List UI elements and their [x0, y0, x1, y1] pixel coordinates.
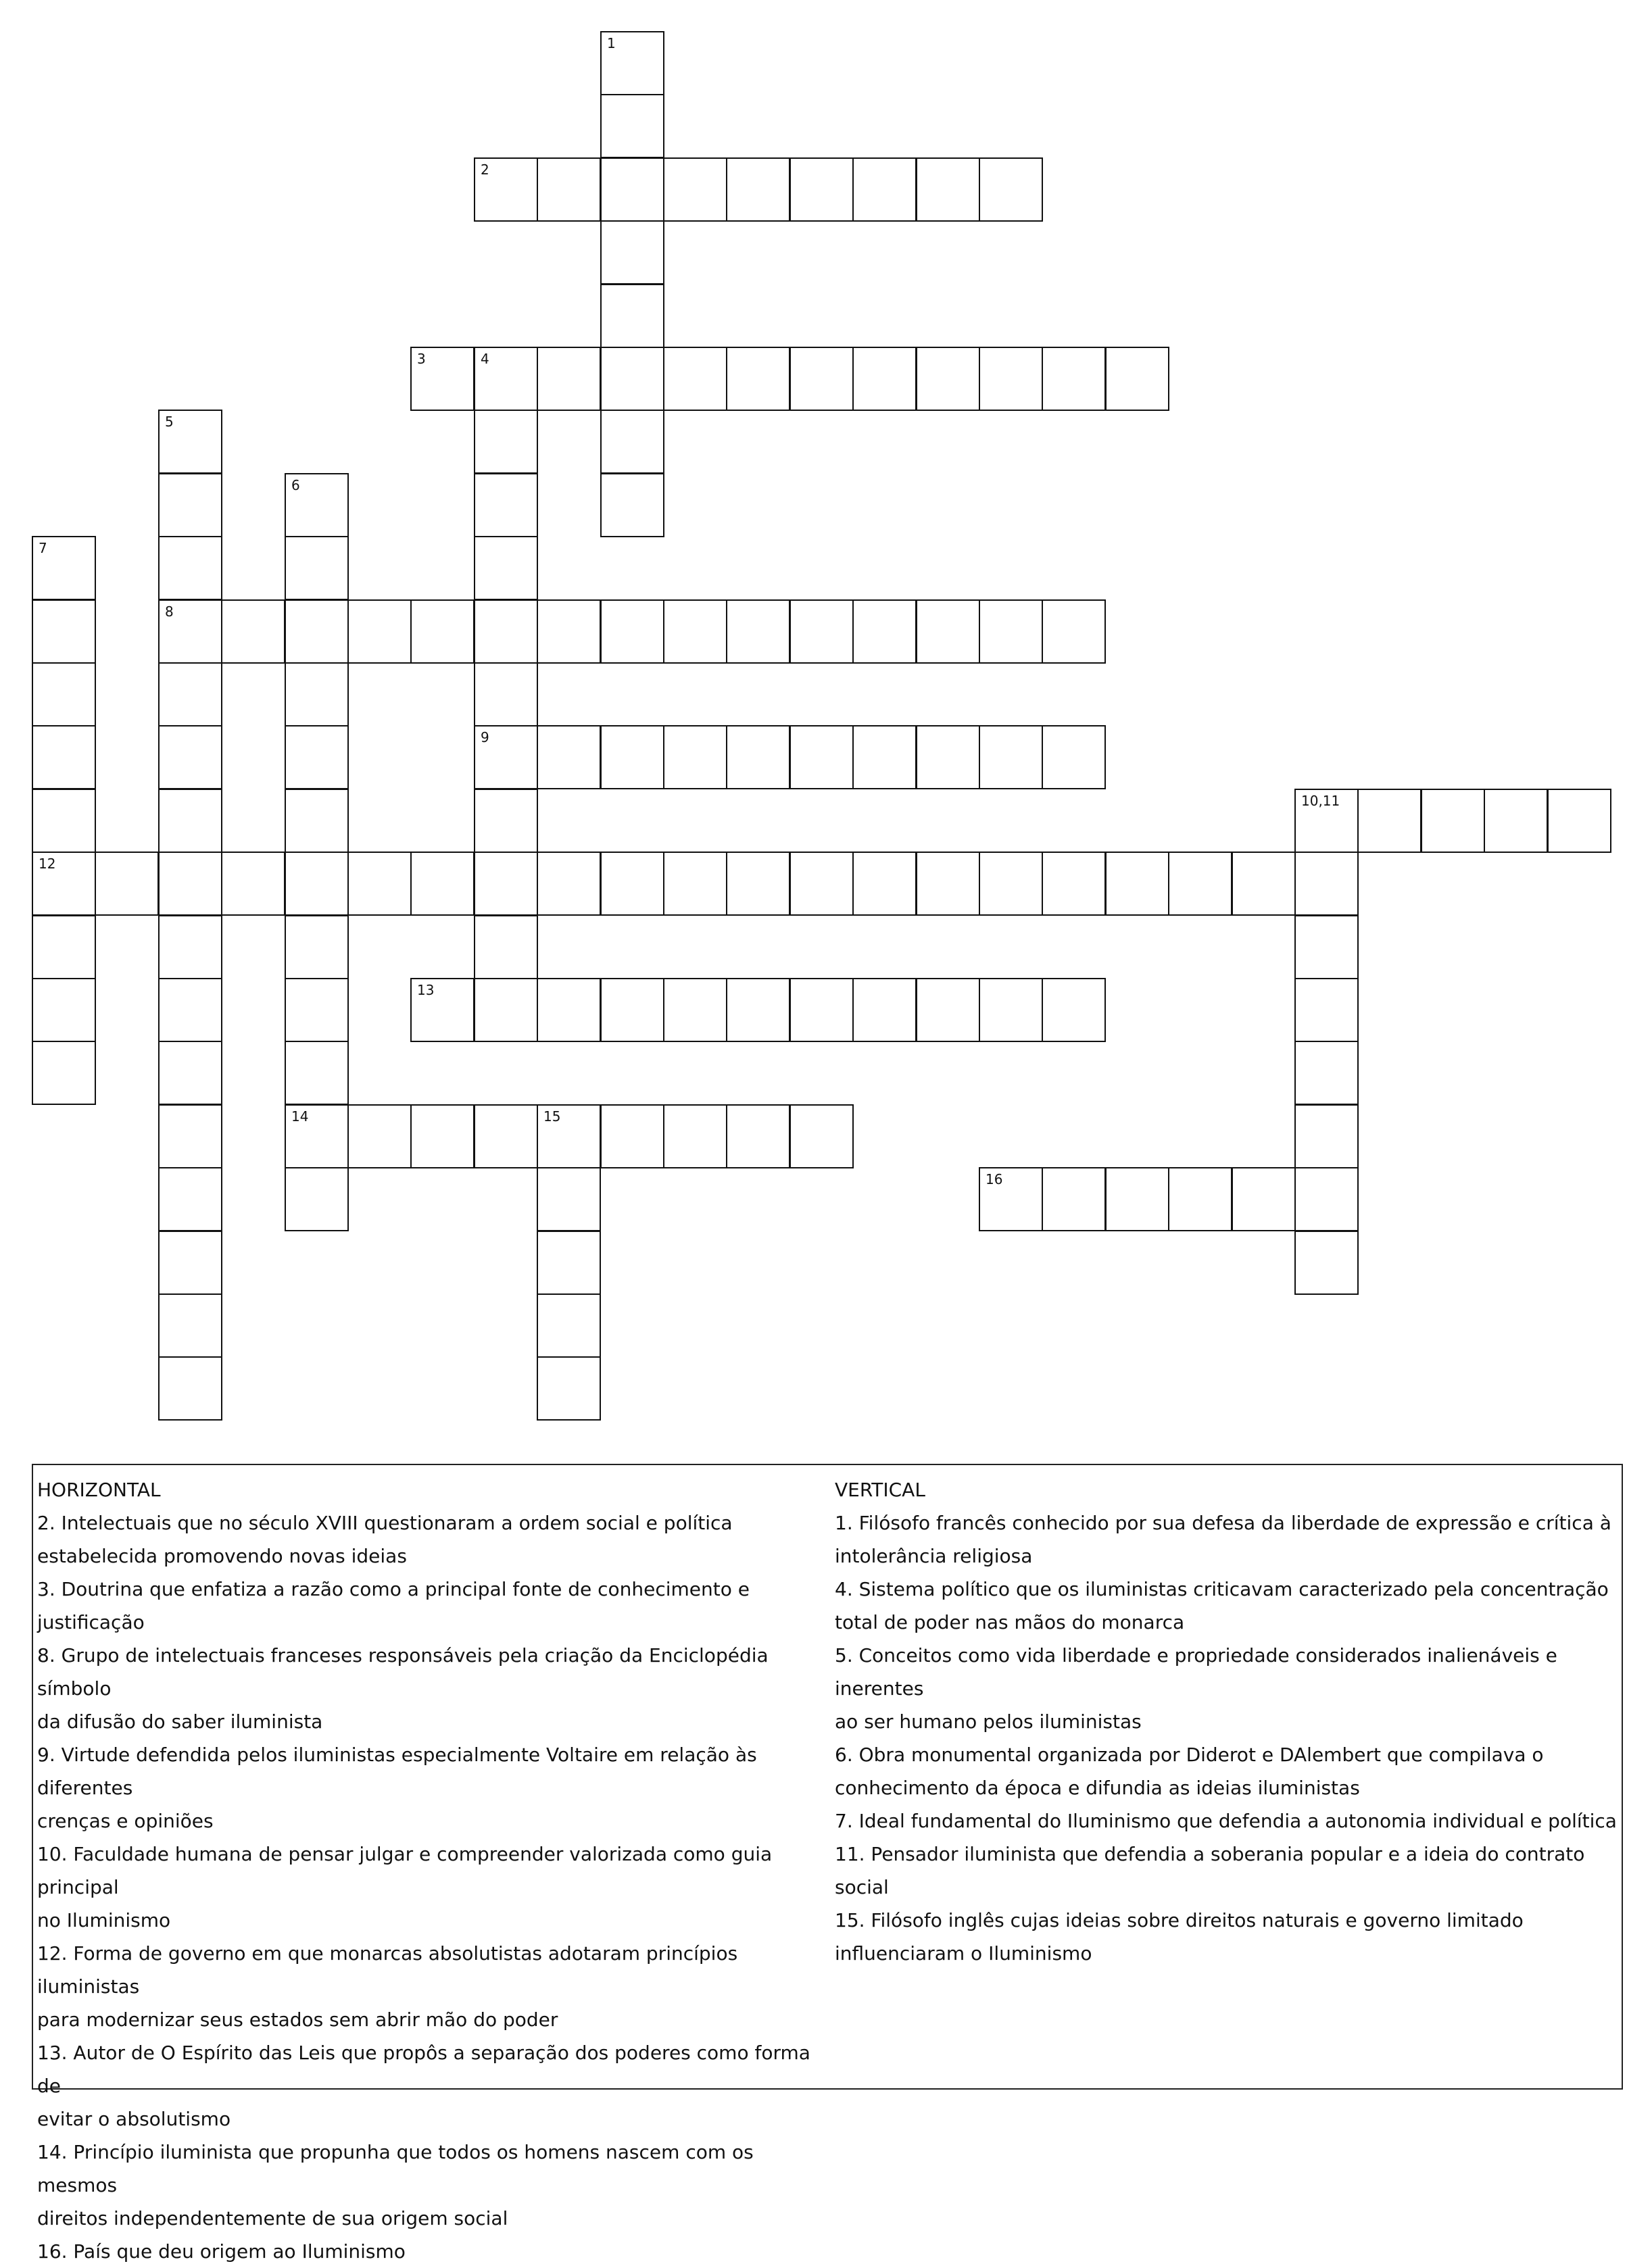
grid-cell[interactable] — [1294, 1041, 1359, 1105]
grid-cell[interactable] — [410, 1104, 475, 1168]
grid-cell[interactable] — [158, 915, 222, 979]
grid-cell[interactable] — [726, 157, 790, 222]
grid-cell[interactable] — [1105, 1167, 1169, 1231]
grid-cell[interactable] — [1042, 599, 1106, 664]
clue-line: 6. Obra monumental organizada por Diderot e DAlembert que compilava o — [835, 1744, 1544, 1766]
grid-cell[interactable] — [410, 978, 475, 1042]
grid-cell[interactable] — [474, 347, 538, 411]
grid-cell[interactable] — [474, 662, 538, 726]
clue-line: conhecimento da época e difundia as ideias iluministas — [835, 1777, 1360, 1799]
clue-number: 8 — [165, 603, 174, 620]
grid-cell[interactable] — [789, 347, 854, 411]
horizontal-clue-list — [37, 1506, 828, 2268]
grid-cell[interactable] — [726, 978, 790, 1042]
clue-number: 4 — [481, 351, 489, 367]
clue-number: 1 — [607, 35, 616, 51]
grid-cell[interactable] — [32, 978, 96, 1042]
grid-cell[interactable] — [1294, 915, 1359, 979]
grid-cell[interactable] — [285, 599, 349, 664]
grid-cell[interactable] — [158, 410, 222, 474]
grid-cell[interactable] — [1294, 852, 1359, 916]
grid-cell[interactable] — [474, 725, 538, 789]
grid-cell[interactable] — [410, 347, 475, 411]
grid-cell[interactable] — [663, 599, 727, 664]
clue-number: 14 — [291, 1108, 309, 1125]
grid-cell[interactable] — [600, 978, 664, 1042]
grid-cell[interactable] — [979, 347, 1043, 411]
clue-line: crenças e opiniões — [37, 1810, 214, 1832]
vertical-clue-list — [835, 1506, 1619, 1970]
horizontal-heading: HORIZONTAL — [37, 1479, 161, 1501]
clue-number: 3 — [417, 351, 426, 367]
vertical-heading: VERTICAL — [835, 1479, 925, 1501]
grid-cell[interactable] — [537, 347, 601, 411]
grid-cell[interactable] — [285, 1041, 349, 1105]
clue-line: influenciaram o Iluminismo — [835, 1942, 1092, 1965]
grid-cell[interactable] — [32, 599, 96, 664]
grid-cell[interactable] — [852, 347, 917, 411]
horizontal-clues — [37, 1473, 828, 2268]
grid-cell[interactable] — [537, 1293, 601, 1358]
grid-cell[interactable] — [1294, 1167, 1359, 1231]
grid-cell[interactable] — [285, 915, 349, 979]
grid-cell[interactable] — [347, 852, 412, 916]
grid-cell[interactable] — [789, 978, 854, 1042]
grid-cell[interactable] — [158, 852, 222, 916]
grid-cell[interactable] — [221, 599, 285, 664]
grid-cell[interactable] — [158, 1356, 222, 1421]
grid-cell[interactable] — [474, 978, 538, 1042]
clue-number: 16 — [986, 1171, 1003, 1187]
grid-cell[interactable] — [32, 789, 96, 853]
clue-number: 15 — [543, 1108, 561, 1125]
grid-cell[interactable] — [410, 852, 475, 916]
grid-cell[interactable] — [537, 1104, 601, 1168]
grid-cell[interactable] — [537, 852, 601, 916]
clue-line: ao ser humano pelos iluministas — [835, 1710, 1142, 1733]
clue-number: 10,11 — [1301, 793, 1340, 809]
vertical-clues — [835, 1473, 1619, 1970]
grid-cell[interactable] — [726, 852, 790, 916]
grid-cell[interactable] — [474, 1104, 538, 1168]
grid-cell[interactable] — [1042, 725, 1106, 789]
grid-cell[interactable] — [1042, 978, 1106, 1042]
grid-cell[interactable] — [32, 725, 96, 789]
grid-cell[interactable] — [1042, 852, 1106, 916]
grid-cell[interactable] — [474, 599, 538, 664]
grid-cell[interactable] — [916, 599, 980, 664]
grid-cell[interactable] — [537, 599, 601, 664]
clue-line: 9. Virtude defendida pelos iluministas especialmente Voltaire em relação às diferentes — [37, 1744, 757, 1799]
grid-cell[interactable] — [1294, 789, 1359, 853]
grid-cell[interactable] — [537, 1356, 601, 1421]
clue-line: 12. Forma de governo em que monarcas absolutistas adotaram princípios iluministas — [37, 1942, 738, 1998]
clue-line: 8. Grupo de intelectuais franceses responsáveis pela criação da Enciclopédia símbolo — [37, 1644, 769, 1700]
grid-cell[interactable] — [158, 1104, 222, 1168]
grid-cell[interactable] — [158, 1167, 222, 1231]
clue-number: 13 — [417, 982, 435, 998]
grid-cell[interactable] — [1421, 789, 1485, 853]
grid-cell[interactable] — [726, 725, 790, 789]
clue-line: 4. Sistema político que os iluministas criticavam caracterizado pela concentração — [835, 1578, 1609, 1600]
grid-cell[interactable] — [663, 157, 727, 222]
grid-cell[interactable] — [158, 1231, 222, 1295]
grid-cell[interactable] — [1042, 1167, 1106, 1231]
grid-cell[interactable] — [285, 536, 349, 600]
grid-cell[interactable] — [474, 852, 538, 916]
grid-cell[interactable] — [474, 789, 538, 853]
grid-cell[interactable] — [789, 725, 854, 789]
grid-cell[interactable] — [916, 852, 980, 916]
grid-cell[interactable] — [158, 1293, 222, 1358]
clue-number: 7 — [39, 540, 47, 556]
grid-cell[interactable] — [600, 725, 664, 789]
clue-number: 9 — [481, 729, 489, 745]
grid-cell[interactable] — [158, 978, 222, 1042]
grid-cell[interactable] — [537, 1167, 601, 1231]
grid-cell[interactable] — [663, 347, 727, 411]
clue-line: direitos independentemente de sua origem social — [37, 2207, 508, 2229]
clue-line: 2. Intelectuais que no século XVIII questionaram a ordem social e política — [37, 1512, 733, 1534]
grid-cell[interactable] — [1168, 1167, 1232, 1231]
grid-cell[interactable] — [726, 347, 790, 411]
grid-cell[interactable] — [1232, 1167, 1296, 1231]
grid-cell[interactable] — [1232, 852, 1296, 916]
grid-cell[interactable] — [1294, 1231, 1359, 1295]
clue-number: 6 — [291, 477, 300, 493]
grid-cell[interactable] — [1168, 852, 1232, 916]
grid-cell[interactable] — [663, 1104, 727, 1168]
grid-cell[interactable] — [474, 157, 538, 222]
grid-cell[interactable] — [852, 157, 917, 222]
grid-cell[interactable] — [158, 599, 222, 664]
grid-cell[interactable] — [852, 599, 917, 664]
clue-line: 10. Faculdade humana de pensar julgar e compreender valorizada como guia principal — [37, 1843, 773, 1898]
clue-line: 15. Filósofo inglês cujas ideias sobre direitos naturais e governo limitado — [835, 1909, 1524, 1931]
grid-cell[interactable] — [537, 725, 601, 789]
grid-cell[interactable] — [347, 1104, 412, 1168]
grid-cell[interactable] — [600, 852, 664, 916]
grid-cell[interactable] — [979, 725, 1043, 789]
grid-cell[interactable] — [916, 157, 980, 222]
grid-cell[interactable] — [600, 284, 664, 348]
grid-cell[interactable] — [600, 31, 664, 95]
grid-cell[interactable] — [600, 1104, 664, 1168]
clue-number: 5 — [165, 414, 174, 430]
grid-cell[interactable] — [916, 347, 980, 411]
grid-cell[interactable] — [1484, 789, 1548, 853]
clue-line: no Iluminismo — [37, 1909, 171, 1931]
grid-cell[interactable] — [726, 1104, 790, 1168]
grid-cell[interactable] — [158, 473, 222, 537]
grid-cell[interactable] — [979, 157, 1043, 222]
grid-cell[interactable] — [158, 789, 222, 853]
clue-line: total de poder nas mãos do monarca — [835, 1611, 1185, 1633]
grid-cell[interactable] — [410, 599, 475, 664]
grid-cell[interactable] — [537, 1231, 601, 1295]
grid-cell[interactable] — [32, 852, 96, 916]
grid-cell[interactable] — [1547, 789, 1611, 853]
grid-cell[interactable] — [1294, 1104, 1359, 1168]
grid-cell[interactable] — [979, 599, 1043, 664]
grid-cell[interactable] — [852, 852, 917, 916]
grid-cell[interactable] — [32, 536, 96, 600]
grid-cell[interactable] — [221, 852, 285, 916]
grid-cell[interactable] — [158, 536, 222, 600]
grid-cell[interactable] — [158, 725, 222, 789]
grid-cell[interactable] — [537, 978, 601, 1042]
grid-cell[interactable] — [285, 1104, 349, 1168]
clue-line: 1. Filósofo francês conhecido por sua defesa da liberdade de expressão e crítica à — [835, 1512, 1611, 1534]
grid-cell[interactable] — [916, 725, 980, 789]
clue-line: 11. Pensador iluminista que defendia a soberania popular e a ideia do contrato social — [835, 1843, 1585, 1898]
clue-line: da difusão do saber iluminista — [37, 1710, 323, 1733]
grid-cell[interactable] — [1105, 347, 1169, 411]
clue-line: evitar o absolutismo — [37, 2108, 231, 2130]
grid-cell[interactable] — [95, 852, 159, 916]
grid-cell[interactable] — [663, 725, 727, 789]
clue-line: 7. Ideal fundamental do Iluminismo que defendia a autonomia individual e política — [835, 1810, 1617, 1832]
grid-cell[interactable] — [979, 978, 1043, 1042]
grid-cell[interactable] — [1105, 852, 1169, 916]
grid-cell[interactable] — [600, 347, 664, 411]
grid-cell[interactable] — [600, 410, 664, 474]
clue-line: 14. Princípio iluminista que propunha que todos os homens nascem com os mesmos — [37, 2141, 754, 2196]
grid-cell[interactable] — [285, 1167, 349, 1231]
grid-cell[interactable] — [916, 978, 980, 1042]
grid-cell[interactable] — [285, 473, 349, 537]
grid-cell[interactable] — [474, 915, 538, 979]
grid-cell[interactable] — [285, 978, 349, 1042]
grid-cell[interactable] — [1357, 789, 1422, 853]
clue-line: intolerância religiosa — [835, 1545, 1033, 1567]
clue-line: 16. País que deu origem ao Iluminismo — [37, 2240, 406, 2263]
grid-cell[interactable] — [726, 599, 790, 664]
clue-line: estabelecida promovendo novas ideias — [37, 1545, 407, 1567]
grid-cell[interactable] — [852, 725, 917, 789]
grid-cell[interactable] — [1294, 978, 1359, 1042]
grid-cell[interactable] — [285, 662, 349, 726]
grid-cell[interactable] — [979, 852, 1043, 916]
grid-cell[interactable] — [663, 978, 727, 1042]
clue-line: 13. Autor de O Espírito das Leis que propôs a separação dos poderes como forma de — [37, 2042, 810, 2097]
clue-number: 2 — [481, 162, 489, 178]
grid-cell[interactable] — [347, 599, 412, 664]
grid-cell[interactable] — [600, 599, 664, 664]
grid-cell[interactable] — [600, 473, 664, 537]
grid-cell[interactable] — [285, 725, 349, 789]
grid-cell[interactable] — [789, 599, 854, 664]
grid-cell[interactable] — [789, 157, 854, 222]
grid-cell[interactable] — [600, 220, 664, 285]
grid-cell[interactable] — [32, 1041, 96, 1105]
clue-line: justificação — [37, 1611, 145, 1633]
clue-number: 12 — [39, 856, 56, 872]
clue-line: para modernizar seus estados sem abrir mão do poder — [37, 2008, 558, 2031]
grid-cell[interactable] — [537, 157, 601, 222]
grid-cell[interactable] — [474, 473, 538, 537]
clue-line: 5. Conceitos como vida liberdade e propriedade considerados inalienáveis e inerentes — [835, 1644, 1557, 1700]
grid-cell[interactable] — [158, 1041, 222, 1105]
grid-cell[interactable] — [852, 978, 917, 1042]
grid-cell[interactable] — [789, 1104, 854, 1168]
grid-cell[interactable] — [474, 536, 538, 600]
grid-cell[interactable] — [474, 410, 538, 474]
grid-cell[interactable] — [158, 662, 222, 726]
grid-cell[interactable] — [32, 915, 96, 979]
grid-cell[interactable] — [789, 852, 854, 916]
grid-cell[interactable] — [663, 852, 727, 916]
clue-line: 3. Doutrina que enfatiza a razão como a principal fonte de conhecimento e — [37, 1578, 750, 1600]
grid-cell[interactable] — [1042, 347, 1106, 411]
clues-box — [32, 1464, 1623, 2263]
grid-cell[interactable] — [32, 662, 96, 726]
grid-cell[interactable] — [285, 852, 349, 916]
grid-cell[interactable] — [979, 1167, 1043, 1231]
grid-cell[interactable] — [600, 157, 664, 222]
grid-cell[interactable] — [285, 789, 349, 853]
grid-cell[interactable] — [600, 94, 664, 158]
